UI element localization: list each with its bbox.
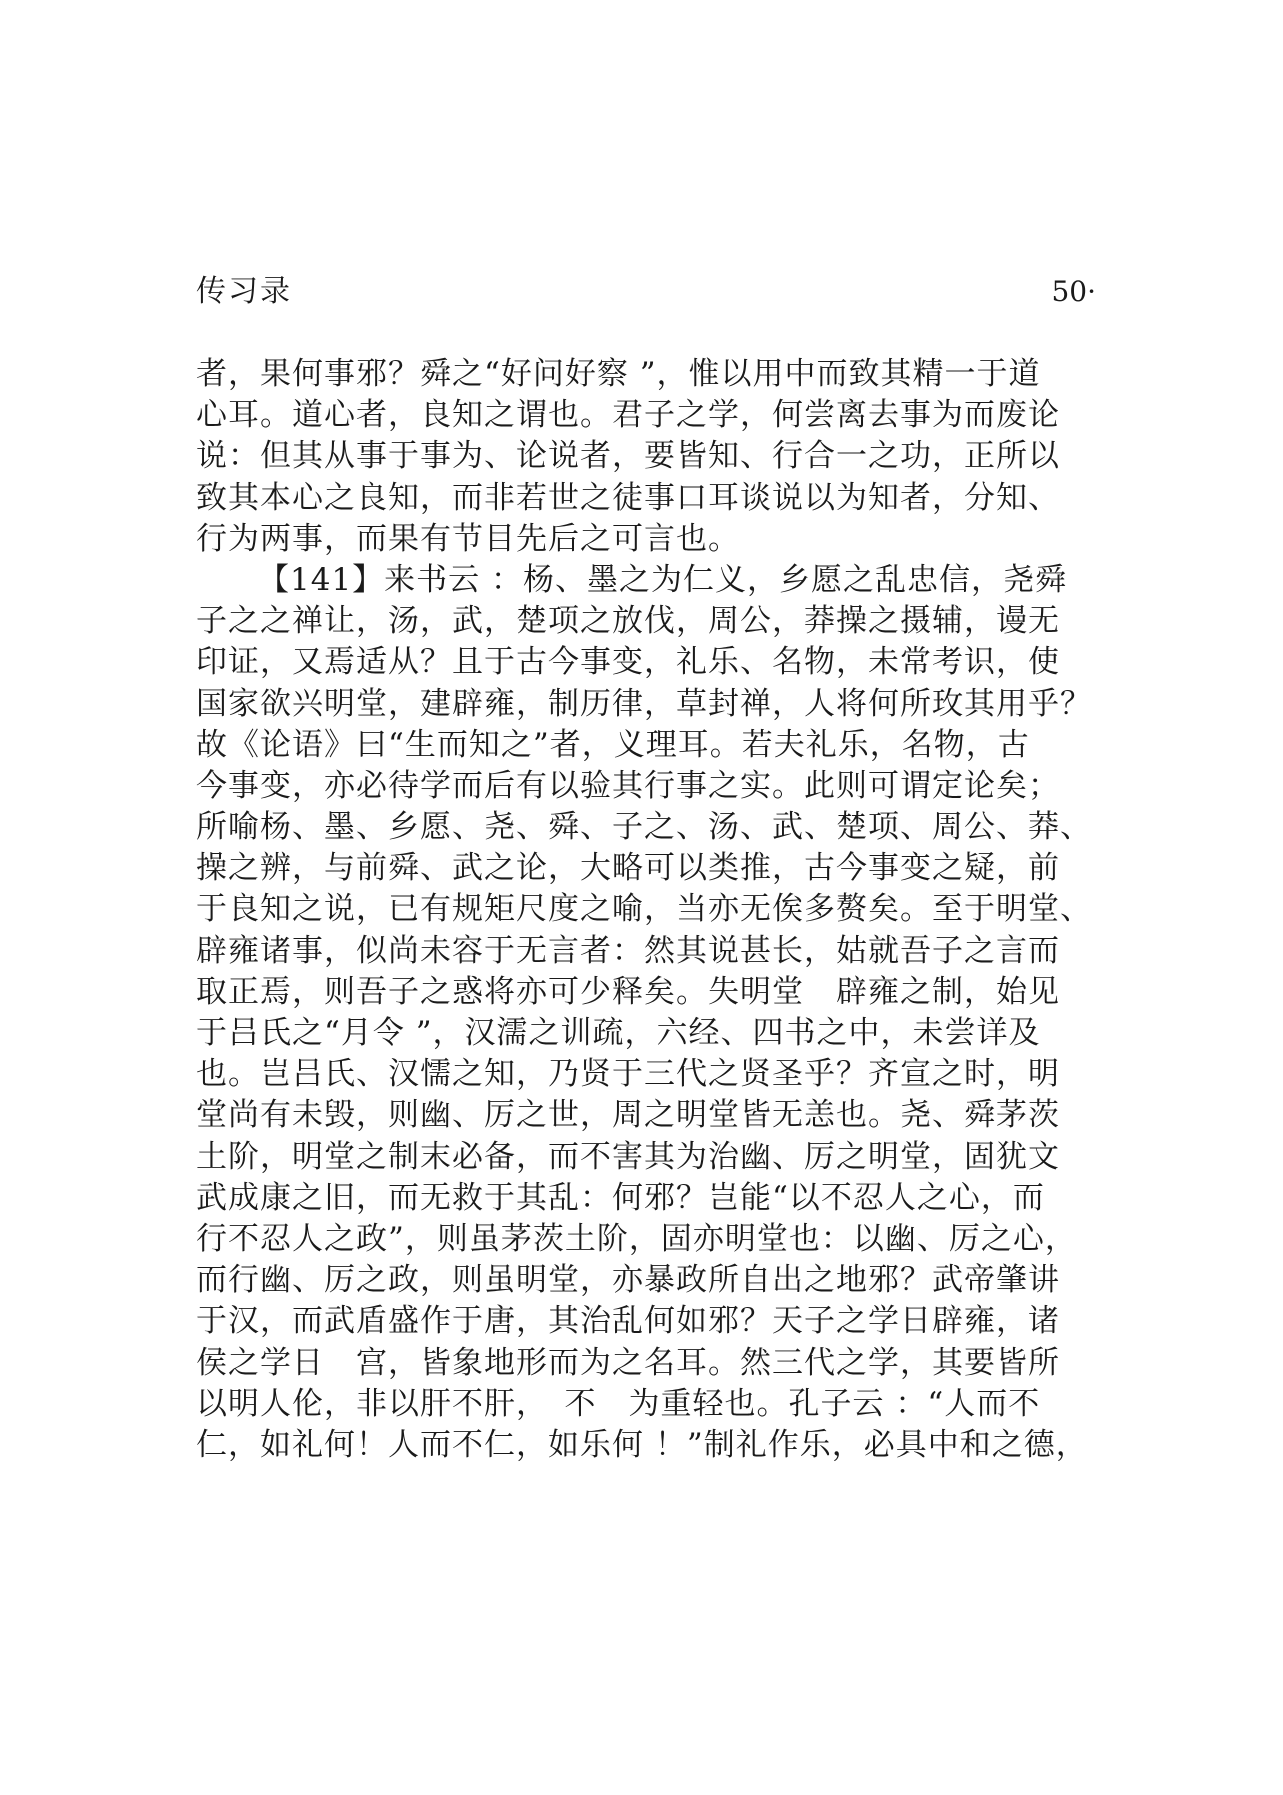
text-line: 印证，又焉适从？且于古今事变，礼乐、名物，未常考识，使 [196, 644, 1060, 681]
text-line: 今事变，亦必待学而后有以验其行事之实。此则可谓定论矣； [196, 767, 1060, 804]
text-line: 所喻杨、墨、乡愿、尧、舜、子之、汤、武、楚项、周公、莽、 [196, 809, 1092, 846]
paragraph-start-line: 【141】来书云 ：杨、墨之为仁义，乡愿之乱忠信，尧舜 [258, 561, 1068, 598]
text-line: 心耳。道心者，良知之谓也。君子之学，何尝离去事为而废论 [196, 397, 1060, 434]
book-title: 传习录 [196, 274, 292, 309]
text-line: 于汉，而武盾盛作于唐，其治乱何如邪？天子之学日辟雍，诸 [196, 1303, 1060, 1340]
text-line: 操之辨，与前舜、武之论，大略可以类推，古今事变之疑，前 [196, 850, 1060, 887]
text-line: 子之之禅让，汤，武，楚项之放伐，周公，莽操之摄辅，谩无 [196, 603, 1060, 640]
page-header [196, 270, 1096, 314]
text-line: 于良知之说，已有规矩尺度之喻，当亦无俟多赘矣。至于明堂、 [196, 891, 1092, 928]
text-line: 以明人伦，非以肝不肝， 不 为重轻也。孔子云 ：“人而不 [196, 1385, 1041, 1422]
text-line: 国家欲兴明堂，建辟雍，制历律，草封禅，人将何所玫其用乎？ [196, 685, 1092, 722]
text-line: 武成康之旧，而无救于其乱：何邪？岂能“以不忍人之心，而 [196, 1179, 1045, 1216]
text-line: 行为两事，而果有节目先后之可言也。 [196, 520, 740, 557]
text-line: 土阶，明堂之制末必备，而不害其为治幽、厉之明堂，固犹文 [196, 1138, 1060, 1175]
text-line: 致其本心之良知，而非若世之徒事口耳谈说以为知者，分知、 [196, 479, 1060, 516]
text-line: 行不忍人之政”，则虽茅茨土阶，固亦明堂也：以幽、厉之心， [196, 1220, 1077, 1257]
text-line: 者，果何事邪？舜之“好问好察 ”，惟以用中而致其精一于道 [196, 356, 1041, 392]
text-line: 而行幽、厉之政，则虽明堂，亦暴政所自出之地邪？武帝肇讲 [196, 1262, 1060, 1299]
page-number: 50· [1051, 275, 1096, 308]
text-line: 故《论语》曰“生而知之”者，义理耳。若夫礼乐，名物，古 [196, 726, 1030, 763]
body-text [196, 354, 1096, 1466]
text-line: 仁，如礼何！人而不仁，如乐何 ！”制礼作乐，必具中和之德， [196, 1426, 1088, 1463]
text-line: 取正焉，则吾子之惑将亦可少释矣。失明堂 辟雍之制，始见 [196, 973, 1060, 1010]
text-line: 堂尚有未毁，则幽、厉之世，周之明堂皆无恙也。尧、舜茅茨 [196, 1097, 1060, 1134]
text-line: 说：但其从事于事为、论说者，要皆知、行合一之功，正所以 [196, 438, 1060, 475]
text-line: 也。岂吕氏、汉懦之知，乃贤于三代之贤圣乎？齐宣之时，明 [196, 1056, 1060, 1093]
text-line: 辟雍诸事，似尚未容于无言者：然其说甚长，姑就吾子之言而 [196, 932, 1060, 969]
text-line: 于吕氏之“月令 ”，汉濡之训疏，六经、四书之中，未尝详及 [196, 1015, 1041, 1051]
text-line: 侯之学日 宫，皆象地形而为之名耳。然三代之学，其要皆所 [196, 1344, 1060, 1381]
